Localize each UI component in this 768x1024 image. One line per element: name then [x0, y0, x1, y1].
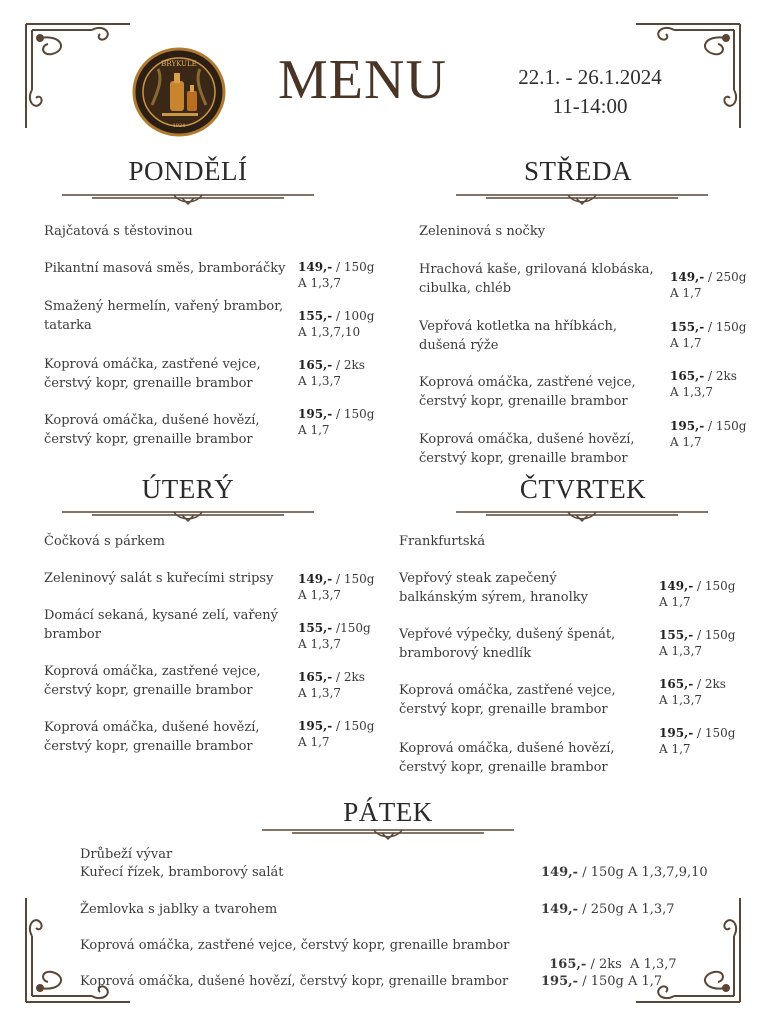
menu-item-price [298, 718, 374, 750]
price-value: 149,- [670, 270, 705, 284]
menu-item-price [298, 620, 371, 652]
price-value: 155,- [298, 621, 333, 635]
allergens: A 1,3,7 [298, 276, 342, 290]
allergens: A 1,3,7 [298, 637, 342, 651]
portion: / 100g [332, 309, 375, 323]
price-value: 165,- [298, 358, 333, 372]
soup-tuesday: Čočková s párkem [44, 534, 165, 549]
day-heading-thursday: ČTVRTEK [519, 474, 647, 504]
menu-item-name: Zeleninový salát s kuřecími stripsy [44, 571, 274, 586]
price-value: 195,- [298, 719, 333, 733]
menu-item-price [541, 863, 708, 882]
price-value: 149,- [298, 260, 333, 274]
portion: / 2ks [332, 358, 365, 372]
menu-item-name: Koprová omáčka, zastřené vejce, čerstvý kopr, grenaille brambor [399, 683, 616, 717]
menu-item-name: Vepřový steak zapečený balkánským sýrem, hranolky [399, 571, 589, 605]
price-value: 149,- [541, 902, 579, 917]
portion: / 150g [332, 719, 375, 733]
portion: / 150g [693, 726, 736, 740]
menu-item-price [659, 676, 726, 708]
price-value: 155,- [298, 309, 333, 323]
portion-allergens: / 2ks A 1,3,7 [586, 957, 677, 972]
menu-item-price [659, 627, 735, 659]
portion: / 2ks [693, 677, 726, 691]
allergens: A 1,7 [298, 423, 330, 437]
price-value: 165,- [549, 957, 587, 972]
portion: / 250g [704, 270, 747, 284]
allergens: A 1,3,7 [298, 686, 342, 700]
svg-text:1924: 1924 [172, 123, 186, 129]
corner-ornament-top-left [22, 20, 134, 132]
menu-item-price [670, 368, 737, 400]
menu-item-name: Koprová omáčka, dušené hovězí, čerstvý kopr, grenaille brambor [80, 974, 509, 989]
menu-item-price [298, 357, 365, 389]
menu-item-name: Vepřové výpečky, dušený špenát, bramborový knedlík [399, 627, 616, 661]
menu-item-name: Žemlovka s jablky a tvarohem [80, 902, 278, 917]
soup-friday: Drůbeží vývar [80, 847, 173, 862]
price-value: 165,- [670, 369, 705, 383]
menu-item-name: Vepřová kotletka na hříbkách, dušená rýže [419, 319, 617, 353]
menu-item-price [298, 571, 374, 603]
menu-item-price [298, 308, 374, 340]
soup-wednesday: Zeleninová s nočky [419, 224, 546, 239]
portion: / 150g [332, 407, 375, 421]
date-range [505, 63, 675, 121]
day-heading-friday: PÁTEK [343, 797, 433, 827]
menu-item-price [298, 669, 365, 701]
portion: / 150g [704, 419, 747, 433]
ornament-divider [262, 823, 514, 841]
allergens: A 1,7 [670, 336, 702, 350]
portion: / 150g [693, 579, 736, 593]
svg-text:BRYKULE: BRYKULE [161, 60, 197, 68]
menu-item-price [670, 269, 746, 301]
price-value: 155,- [670, 320, 705, 334]
brykule-logo-icon [132, 47, 226, 137]
price-value: 149,- [659, 579, 694, 593]
menu-item-price [670, 319, 746, 351]
page-title: MENU [278, 49, 447, 111]
price-value: 195,- [670, 419, 705, 433]
portion-allergens: / 150g A 1,3,7,9,10 [578, 865, 708, 880]
menu-item-name: Koprová omáčka, dušené hovězí, čerstvý kopr, grenaille brambor [44, 413, 260, 447]
ornament-divider [62, 505, 314, 523]
price-value: 195,- [541, 974, 579, 989]
date-range-text: 22.1. - 26.1.2024 [518, 65, 662, 89]
day-heading-tuesday: ÚTERÝ [141, 474, 235, 504]
menu-item-name: Koprová omáčka, dušené hovězí, čerstvý kopr, grenaille brambor [399, 741, 615, 775]
price-value: 155,- [659, 628, 694, 642]
price-value: 149,- [298, 572, 333, 586]
menu-item-name: Pikantní masová směs, bramboráčky [44, 261, 286, 276]
menu-item-price [670, 418, 746, 450]
menu-item-price [541, 936, 677, 974]
menu-item-price [659, 578, 735, 610]
portion: / 150g [704, 320, 747, 334]
menu-item-price [298, 259, 374, 291]
allergens: A 1,7 [659, 595, 691, 609]
price-value: 195,- [659, 726, 694, 740]
flourish-icon [22, 20, 134, 132]
menu-item-price [659, 725, 735, 757]
allergens: A 1,7 [298, 735, 330, 749]
day-heading-wednesday: STŘEDA [523, 156, 632, 186]
allergens: A 1,3,7 [670, 385, 714, 399]
allergens: A 1,3,7 [298, 588, 342, 602]
menu-item-name: Koprová omáčka, zastřené vejce, čerstvý kopr, grenaille brambor [80, 938, 510, 953]
menu-item-name: Koprová omáčka, dušené hovězí, čerstvý kopr, grenaille brambor [44, 720, 260, 754]
ornament-divider [456, 188, 708, 206]
menu-item-name: Domácí sekaná, kysané zelí, vařený brambor [44, 608, 278, 642]
menu-item-name: Koprová omáčka, zastřené vejce, čerstvý kopr, grenaille brambor [419, 375, 636, 409]
portion-allergens: / 150g A 1,7 [578, 974, 663, 989]
price-value: 165,- [659, 677, 694, 691]
menu-item-price [541, 972, 662, 991]
allergens: A 1,3,7 [659, 644, 703, 658]
menu-item-name: Koprová omáčka, zastřené vejce, čerstvý kopr, grenaille brambor [44, 357, 261, 391]
portion: / 2ks [704, 369, 737, 383]
portion-allergens: / 250g A 1,3,7 [578, 902, 675, 917]
portion: / 150g [332, 260, 375, 274]
price-value: 165,- [298, 670, 333, 684]
portion: / 150g [693, 628, 736, 642]
menu-item-price [541, 900, 675, 919]
soup-thursday: Frankfurtská [399, 534, 486, 549]
menu-item-name: Koprová omáčka, zastřené vejce, čerstvý kopr, grenaille brambor [44, 664, 261, 698]
menu-item-name: Koprová omáčka, dušené hovězí, čerstvý kopr, grenaille brambor [419, 432, 635, 466]
menu-item-name: Kuřecí řízek, bramborový salát [80, 865, 284, 880]
day-heading-monday: PONDĚLÍ [128, 156, 248, 186]
portion: /150g [332, 621, 371, 635]
ornament-divider [456, 505, 708, 523]
menu-item-price [298, 406, 374, 438]
allergens: A 1,3,7,10 [298, 325, 361, 339]
allergens: A 1,7 [670, 286, 702, 300]
menu-item-name: Hrachová kaše, grilovaná klobáska, cibulka, chléb [419, 262, 654, 296]
serving-hours: 11-14:00 [552, 94, 628, 118]
allergens: A 1,3,7 [659, 693, 703, 707]
price-value: 149,- [541, 865, 579, 880]
soup-monday: Rajčatová s těstovinou [44, 224, 193, 239]
allergens: A 1,7 [670, 435, 702, 449]
allergens: A 1,3,7 [298, 374, 342, 388]
price-value: 195,- [298, 407, 333, 421]
ornament-divider [62, 188, 314, 206]
allergens: A 1,7 [659, 742, 691, 756]
portion: / 150g [332, 572, 375, 586]
portion: / 2ks [332, 670, 365, 684]
menu-item-name: Smažený hermelín, vařený brambor, tatarka [44, 299, 284, 333]
